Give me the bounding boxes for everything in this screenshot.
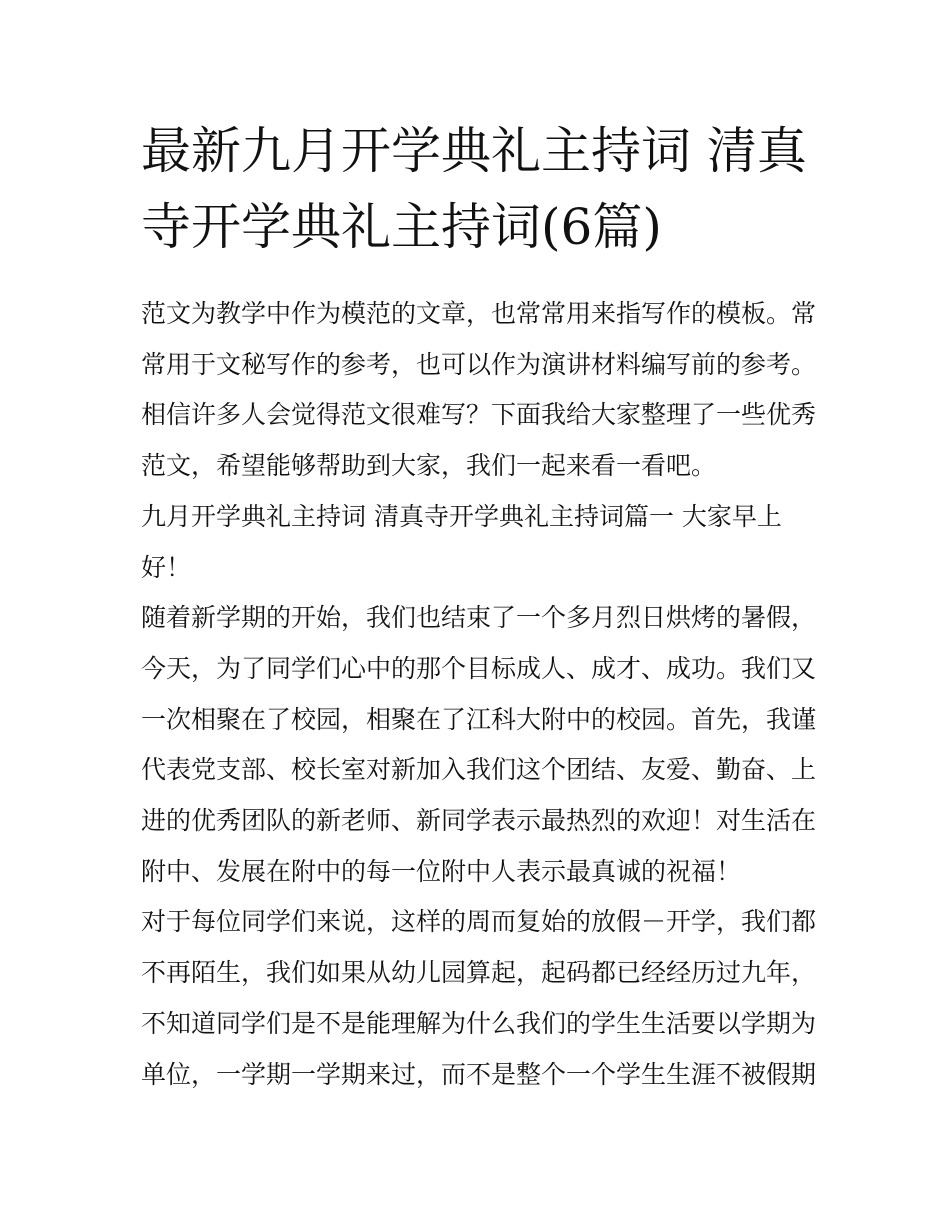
- document-page: [141, 113, 817, 1100]
- paragraph-intro: 范文为教学中作为模范的文章，也常常用来指写作的模板。常常用于文秘写作的参考，也可以作为演讲材料编写前的参考。相信许多人会觉得范文很难写？下面我给大家整理了一些优秀范文，希望能够帮助到大家，我们一起来看一看吧。: [141, 299, 817, 481]
- paragraph-greeting: 九月开学典礼主持词 清真寺开学典礼主持词篇一 大家早上好！: [141, 501, 782, 582]
- document-title: 最新九月开学典礼主持词 清真寺开学典礼主持词(6篇): [141, 122, 807, 256]
- paragraph-welcome: 随着新学期的开始，我们也结束了一个多月烈日烘烤的暑假，今天，为了同学们心中的那个目标成人、成才、成功。我们又一次相聚在了校园，相聚在了江科大附中的校园。首先，我谨代表党支部、校长室对新加入我们这个团结、友爱、勤奋、上进的优秀团队的新老师、新同学表示最热烈的欢迎！对生活在附中、发展在附中的每一位附中人表示最真诚的祝福！: [141, 603, 817, 886]
- paragraph-semester: 对于每位同学们来说，这样的周而复始的放假－开学，我们都不再陌生，我们如果从幼儿园算起，起码都已经经历过九年，不知道同学们是不是能理解为什么我们的学生生活要以学期为单位，一学期一学期来过，而不是整个一个学生生涯不被假期: [141, 907, 817, 1089]
- document-body: [141, 289, 817, 1100]
